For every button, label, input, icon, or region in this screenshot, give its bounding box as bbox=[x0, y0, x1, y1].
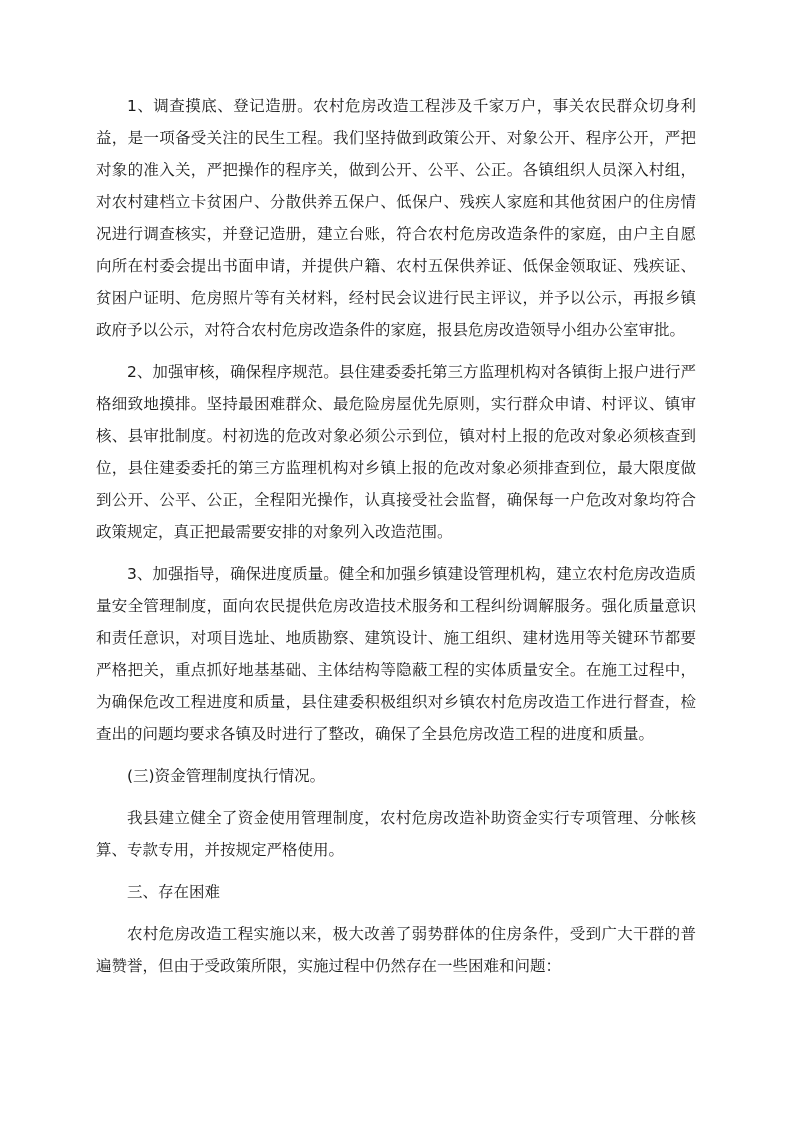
paragraph-review-procedure: 2、加强审核，确保程序规范。县住建委委托第三方监理机构对各镇街上报户进行严格细致地摸排。坚持最困难群众、最危险房屋优先原则，实行群众申请、村评议、镇审核、县审批制度。村初选的危改对象必须公示到位，镇对村上报的危改对象必须核查到位，县住建委委托的第三方监理机构对乡镇上报的危改对象必须排查到位，最大限度做到公开、公平、公正，全程阳光操作，认真接受社会监督，确保每一户危改对象均符合政策规定，真正把最需要安排的对象列入改造范围。 bbox=[96, 363, 696, 541]
paragraph-guidance-quality: 3、加强指导，确保进度质量。健全和加强乡镇建设管理机构，建立农村危房改造质量安全管理制度，面向农民提供危房改造技术服务和工程纠纷调解服务。强化质量意识和责任意识，对项目选址、地质勘察、建筑设计、施工组织、建材选用等关键环节都要严格把关，重点抓好地基基础、主体结构等隐蔽工程的实体质量安全。在施工过程中，为确保危改工程进度和质量，县住建委积极组织对乡镇农村危房改造工作进行督查，检查出的问题均要求各镇及时进行了整改，确保了全县危房改造工程的进度和质量。 bbox=[96, 565, 696, 743]
section-heading-difficulties: 三、存在困难 bbox=[127, 883, 221, 901]
paragraph-fund-management: 我县建立健全了资金使用管理制度，农村危房改造补助资金实行专项管理、分帐核算、专款专用，并按规定严格使用。 bbox=[96, 809, 696, 859]
paragraph-difficulties: 农村危房改造工程实施以来，极大改善了弱势群体的住房条件，受到广大干群的普遍赞誉，但由于受政策所限，实施过程中仍然存在一些困难和问题： bbox=[96, 925, 696, 975]
document-body bbox=[96, 90, 696, 992]
paragraph-survey-registration: 1、调查摸底、登记造册。农村危房改造工程涉及千家万户，事关农民群众切身利益，是一项备受关注的民生工程。我们坚持做到政策公开、对象公开、程序公开，严把对象的准入关，严把操作的程序关，做到公开、公平、公正。各镇组织人员深入村组，对农村建档立卡贫困户、分散供养五保户、低保户、残疾人家庭和其他贫困户的住房情况进行调查核实，并登记造册，建立台账，符合农村危房改造条件的家庭，由户主自愿向所在村委会提出书面申请，并提供户籍、农村五保供养证、低保金领取证、残疾证、贫困户证明、危房照片等有关材料，经村民会议进行民主评议，并予以公示，再报乡镇政府予以公示，对符合农村危房改造条件的家庭，报县危房改造领导小组办公室审批。 bbox=[96, 97, 696, 339]
section-heading-fund-management: (三)资金管理制度执行情况。 bbox=[127, 767, 326, 785]
